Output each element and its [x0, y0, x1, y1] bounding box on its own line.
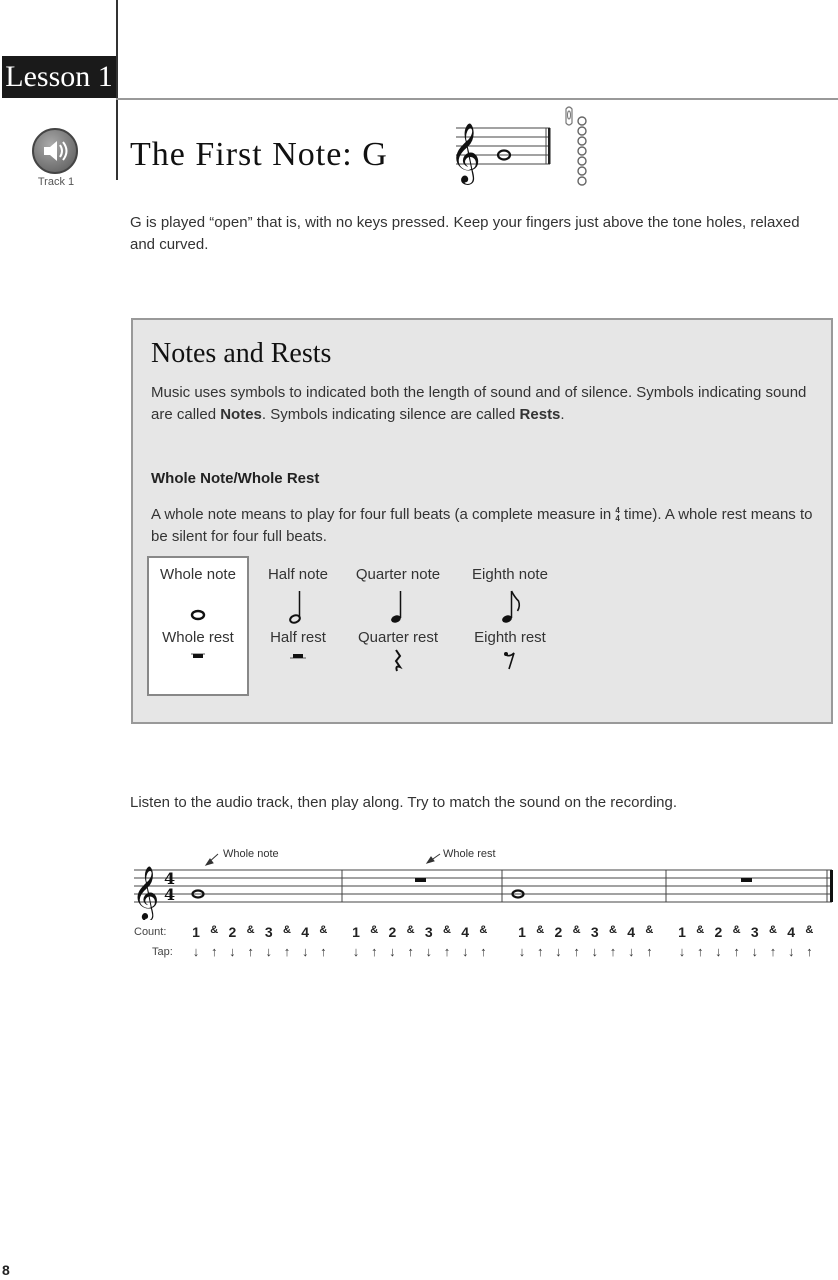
count-beat: 3 — [750, 924, 759, 940]
half-rest-icon — [243, 646, 353, 676]
whole-rest-arrow-head — [427, 857, 434, 863]
eighth-note-column — [455, 566, 565, 676]
count-beat: 4 — [787, 924, 796, 940]
eighth-rest-icon — [455, 646, 565, 676]
whole-note-column — [143, 566, 253, 676]
tap-up-arrow-icon: ↑ — [283, 944, 291, 959]
tap-down-arrow-icon: ↓ — [715, 944, 722, 959]
count-beat: 4 — [301, 924, 310, 940]
tap-up-arrow-icon: ↑ — [609, 944, 617, 959]
count-beat: & — [319, 924, 328, 936]
count-beat: 4 — [461, 924, 470, 940]
tap-down-arrow-icon: ↓ — [518, 944, 526, 959]
count-beat: & — [805, 924, 814, 936]
tap-up-arrow-icon: ↑ — [247, 944, 254, 959]
measure-4-whole-rest — [741, 878, 752, 882]
count-beat: & — [370, 924, 379, 936]
half-note-icon — [243, 583, 353, 629]
count-beat: 3 — [424, 924, 433, 940]
fingering-chart-icon — [562, 105, 592, 189]
rests-term: Rests — [519, 406, 561, 423]
count-beat: 1 — [352, 924, 360, 940]
tap-up-arrow-icon: ↑ — [210, 944, 218, 959]
quarter-rest-icon — [343, 646, 453, 676]
count-beat: 2 — [388, 924, 397, 940]
count-beat: & — [769, 924, 777, 936]
count-beat: 2 — [554, 924, 563, 940]
time-signature-bottom: 4 — [164, 885, 176, 904]
time-signature-top: 4 — [164, 869, 176, 888]
treble-clef-icon: 𝄞 — [450, 123, 481, 183]
tap-down-arrow-icon: ↓ — [301, 944, 309, 959]
count-beat: 1 — [192, 924, 200, 940]
count-beat: 1 — [518, 924, 526, 940]
count-beat: & — [443, 924, 451, 936]
tap-up-arrow-icon: ↑ — [733, 944, 740, 959]
panel-title: Notes and Rests — [151, 338, 332, 369]
tap-label: Tap: — [152, 946, 173, 958]
tap-up-arrow-icon: ↑ — [407, 944, 414, 959]
notes-term: Notes — [220, 406, 262, 423]
count-beat: 3 — [590, 924, 599, 940]
g-note-staff — [448, 110, 554, 186]
tap-down-arrow-icon: ↓ — [555, 944, 562, 959]
tap-down-arrow-icon: ↓ — [352, 944, 360, 959]
annotation-whole-rest: Whole rest — [443, 848, 496, 860]
audio-speaker-icon[interactable] — [32, 128, 78, 174]
rest-label: Half rest — [270, 629, 326, 646]
count-beat: 3 — [264, 924, 273, 940]
header-vertical-rule — [116, 0, 118, 180]
count-beat: & — [246, 924, 255, 936]
whole-note-icon — [143, 583, 253, 629]
intro-paragraph: G is played “open” that is, with no keys pressed. Keep your fingers just above the tone holes, relaxed and curved. — [130, 214, 800, 253]
count-label: Count: — [134, 926, 167, 938]
count-beat: & — [696, 924, 705, 936]
quarter-note-icon — [343, 583, 453, 629]
tap-up-arrow-icon: ↑ — [806, 944, 813, 959]
count-beat: & — [732, 924, 741, 936]
rest-label: Quarter rest — [357, 629, 439, 646]
count-beat: 4 — [627, 924, 636, 940]
note-label: Quarter note — [355, 566, 441, 583]
tap-down-arrow-icon: ↓ — [591, 944, 599, 959]
note-label: Eighth note — [472, 566, 548, 583]
track-label: Track 1 — [37, 176, 75, 188]
tap-down-arrow-icon: ↓ — [678, 944, 686, 959]
panel-text-part: A whole note means to play for four full beats (a complete measure in — [151, 506, 616, 523]
tap-up-arrow-icon: ↑ — [370, 944, 378, 959]
lesson-label: Lesson 1 — [2, 56, 116, 98]
count-beat: & — [406, 924, 415, 936]
annotation-whole-note: Whole note — [223, 848, 279, 860]
count-beat: & — [609, 924, 617, 936]
treble-clef-icon: 𝄞 — [132, 865, 160, 919]
whole-note-paragraph — [151, 504, 821, 548]
rest-label: Eighth rest — [474, 629, 546, 646]
measure-2-whole-rest — [415, 878, 426, 882]
count-beat: & — [572, 924, 581, 936]
half-note-column — [243, 566, 353, 676]
time-sig-bottom: 4 — [615, 514, 620, 524]
tap-down-arrow-icon: ↓ — [389, 944, 396, 959]
count-beat: & — [645, 924, 654, 936]
whole-rest-icon — [143, 646, 253, 676]
tap-up-arrow-icon: ↑ — [320, 944, 327, 959]
tap-down-arrow-icon: ↓ — [229, 944, 236, 959]
count-beat: & — [536, 924, 545, 936]
tap-down-arrow-icon: ↓ — [627, 944, 635, 959]
rest-label: Whole rest — [162, 629, 234, 646]
tap-up-arrow-icon: ↑ — [443, 944, 451, 959]
tap-down-arrow-icon: ↓ — [425, 944, 433, 959]
tap-up-arrow-icon: ↑ — [536, 944, 544, 959]
count-beat: & — [210, 924, 219, 936]
quarter-note-column — [343, 566, 453, 676]
tap-down-arrow-icon: ↓ — [192, 944, 200, 959]
tap-up-arrow-icon: ↑ — [480, 944, 487, 959]
count-beat: & — [283, 924, 291, 936]
tap-up-arrow-icon: ↑ — [646, 944, 653, 959]
tap-up-arrow-icon: ↑ — [696, 944, 704, 959]
page-title: The First Note: G — [130, 136, 388, 173]
notes-and-rests-panel — [131, 318, 833, 724]
page-number: 8 — [2, 1262, 10, 1278]
note-label: Whole note — [160, 566, 236, 583]
panel-paragraph — [151, 382, 821, 426]
panel-text-part: . — [560, 406, 565, 423]
panel-text-part: time). A whole rest means to be silent for four full beats. — [151, 506, 813, 545]
note-label: Half note — [267, 566, 329, 583]
count-beat: 1 — [678, 924, 686, 940]
count-beat: & — [479, 924, 488, 936]
listen-instruction: Listen to the audio track, then play along. Try to match the sound on the recording. — [130, 794, 678, 811]
tap-down-arrow-icon: ↓ — [751, 944, 759, 959]
tap-down-arrow-icon: ↓ — [265, 944, 273, 959]
practice-score — [130, 840, 836, 970]
tap-up-arrow-icon: ↑ — [769, 944, 777, 959]
count-beat: 2 — [714, 924, 723, 940]
panel-subheading: Whole Note/Whole Rest — [151, 470, 320, 487]
time-sig-top: 4 — [615, 506, 620, 516]
eighth-note-icon — [455, 583, 565, 629]
tap-down-arrow-icon: ↓ — [787, 944, 795, 959]
panel-text-part: . Symbols indicating silence are called — [261, 406, 520, 423]
tap-up-arrow-icon: ↑ — [573, 944, 580, 959]
count-beat: 2 — [228, 924, 237, 940]
tap-down-arrow-icon: ↓ — [461, 944, 469, 959]
header-horizontal-rule — [116, 98, 838, 100]
panel-text-part: Music uses symbols to indicated both the length of sound and of silence. Symbols indicating sound are called — [151, 384, 807, 423]
